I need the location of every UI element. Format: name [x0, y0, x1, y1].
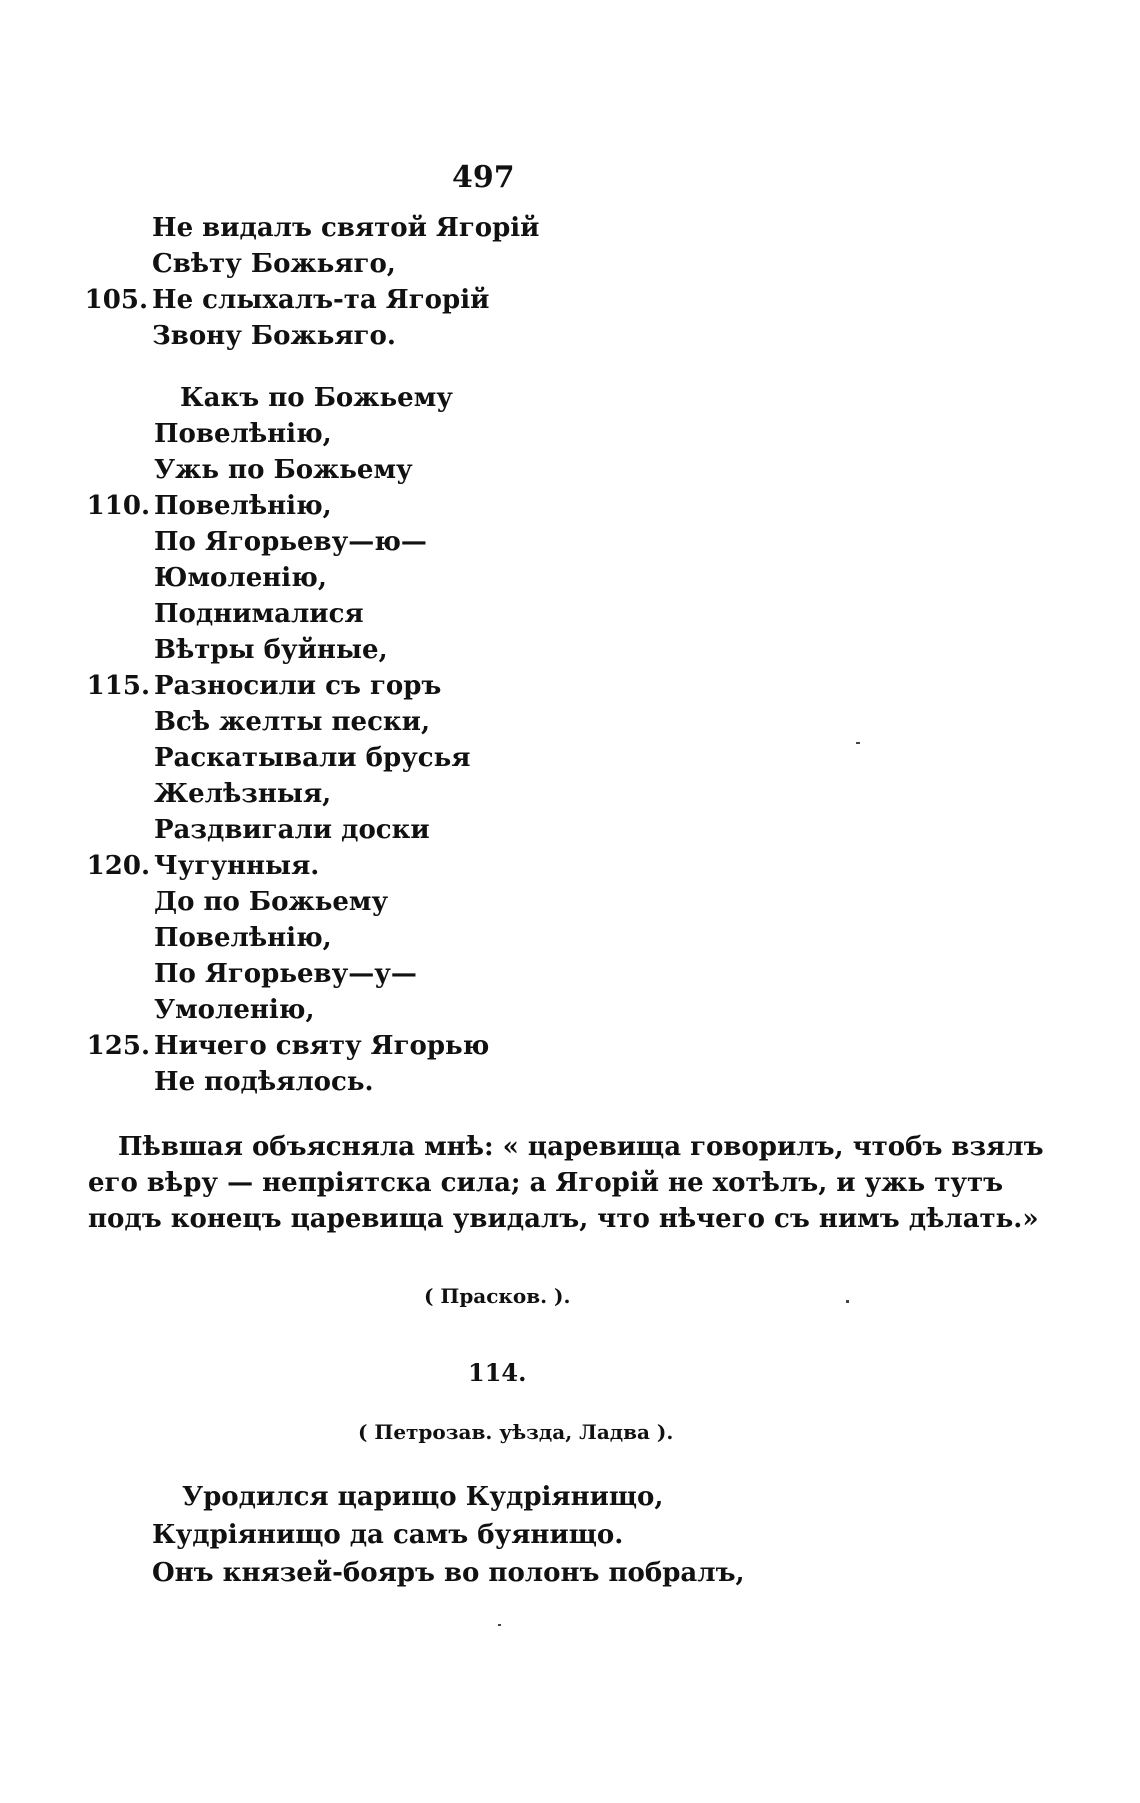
verse-text: Повелѣнію, — [154, 491, 332, 521]
poem-line: Уродился царищо Кудріянищо, — [182, 1482, 664, 1512]
poem-line: Онъ князей-бояръ во полонъ побралъ, — [152, 1558, 745, 1588]
verse-text: Юмоленію, — [154, 563, 327, 593]
scan-speck — [498, 1624, 501, 1626]
verse-text: По Ягорьеву—у— — [154, 959, 417, 989]
verse-text: Какъ по Божьему — [180, 383, 453, 413]
scan-speck — [856, 742, 860, 744]
line-number: 115. — [86, 671, 150, 701]
verse-text: Чугунныя. — [154, 851, 320, 881]
line-number: 110. — [86, 491, 150, 521]
verse-text: Желѣзныя, — [154, 779, 332, 809]
verse-text: По Ягорьеву—ю— — [154, 527, 427, 557]
verse-text: Повелѣнію, — [154, 419, 332, 449]
prose-line: Пѣвшая объясняла мнѣ: « царевища говорилъ, чтобъ взялъ — [118, 1132, 1044, 1162]
verse-text: Ужь по Божьему — [154, 455, 413, 485]
line-number: 120. — [86, 851, 150, 881]
verse-text: Умоленію, — [154, 995, 315, 1025]
verse-text: Не подѣялось. — [154, 1067, 374, 1097]
verse-text: Поднималися — [154, 599, 364, 629]
verse-text: Разносили съ горъ — [154, 671, 442, 701]
verse-text: Звону Божьяго. — [152, 321, 396, 351]
section-number: 114. — [468, 1358, 527, 1387]
scan-speck — [846, 1300, 849, 1303]
source-note: ( Петрозав. уѣзда, Ладва ). — [358, 1420, 674, 1444]
poem-line: Кудріянищо да самъ буянищо. — [152, 1520, 624, 1550]
prose-line: его вѣру — непріятска сила; а Ягорій не хотѣлъ, и ужь тутъ — [88, 1168, 1004, 1198]
page-number: 497 — [452, 160, 515, 195]
verse-text: Всѣ желты пески, — [154, 707, 431, 737]
prose-line: подъ конецъ царевища увидалъ, что нѣчего съ нимъ дѣлать.» — [88, 1204, 1039, 1234]
verse-text: До по Божьему — [154, 887, 389, 917]
verse-text: Свѣту Божьяго, — [152, 249, 396, 279]
verse-text: Повелѣнію, — [154, 923, 332, 953]
verse-text: Ничего святу Ягорью — [154, 1031, 490, 1061]
verse-text: Не слыхалъ-та Ягорій — [152, 285, 490, 315]
verse-text: Раскатывали брусья — [154, 743, 471, 773]
verse-text: Не видалъ святой Ягорій — [152, 213, 540, 243]
verse-text: Вѣтры буйные, — [154, 635, 388, 665]
line-number: 125. — [86, 1031, 150, 1061]
verse-text: Раздвигали доски — [154, 815, 430, 845]
line-number: 105. — [84, 285, 148, 315]
source-note: ( Прасков. ). — [424, 1284, 571, 1308]
